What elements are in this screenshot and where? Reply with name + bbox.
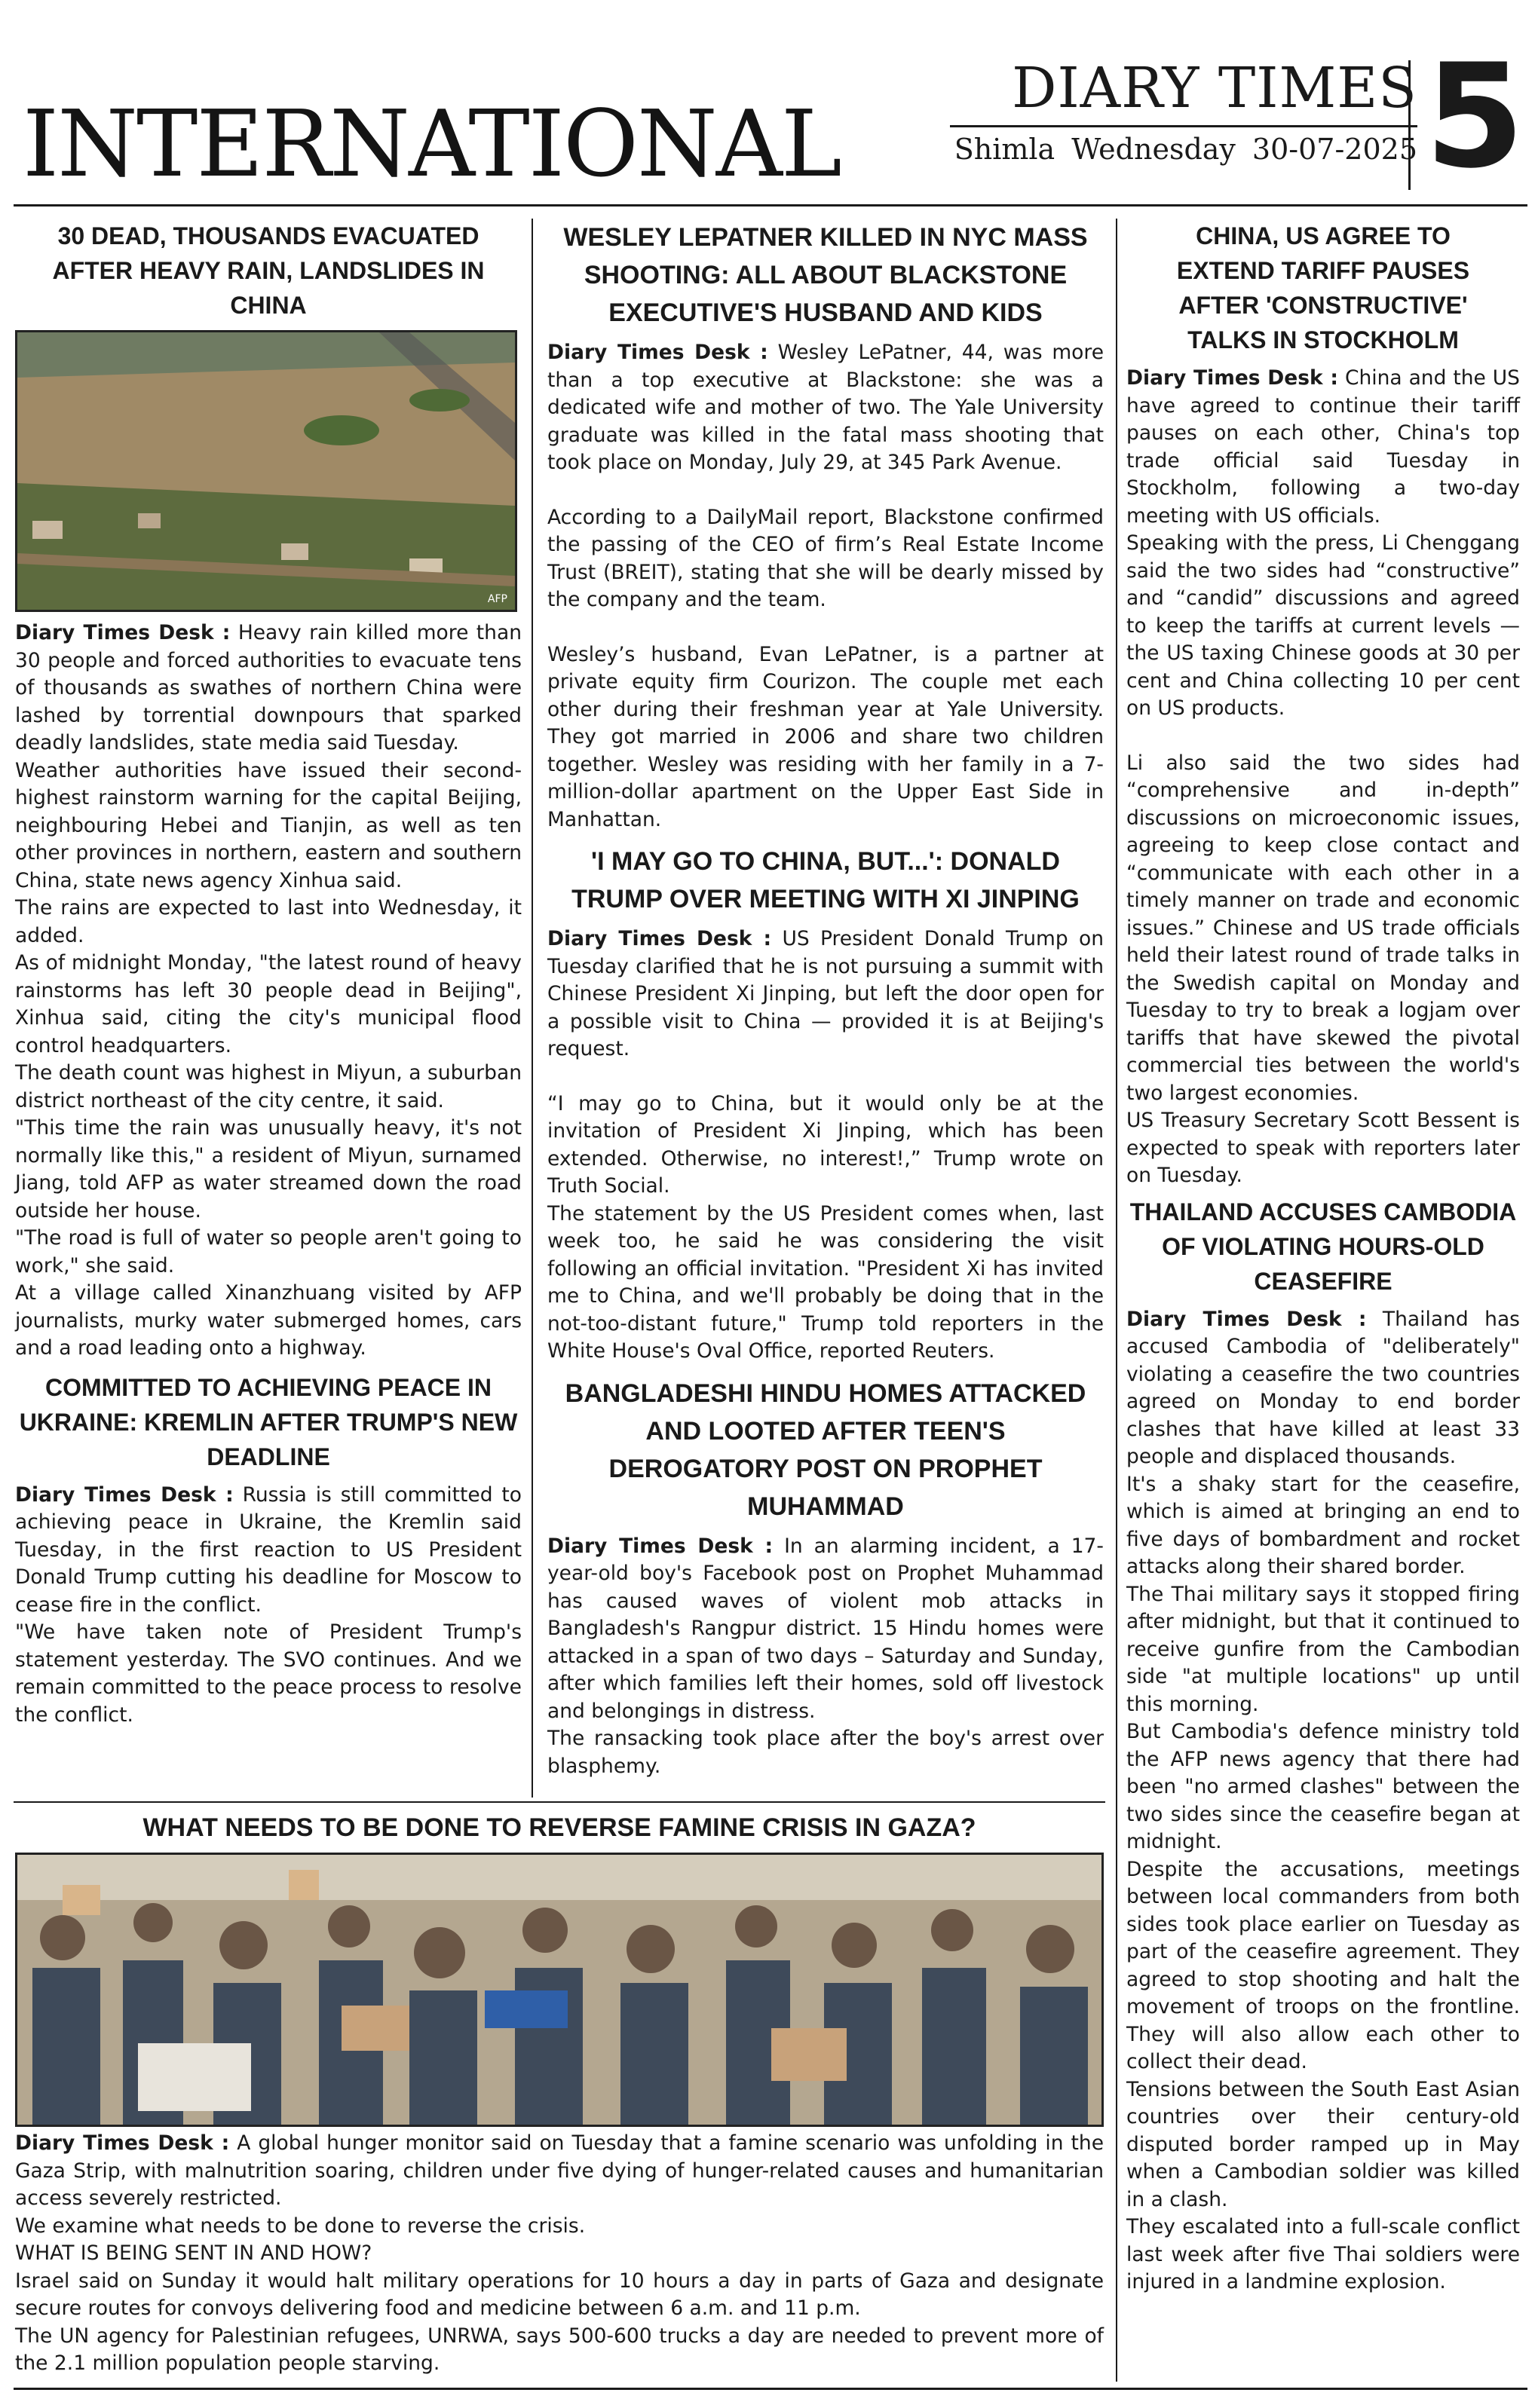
masthead-divider: [1408, 60, 1411, 190]
paragraph: Wesley’s husband, Evan LePatner, is a partner at private equity firm Courizon. The couple met each other during their freshman year at Yale University. They got married in 2006 and share two children together. Wesley was residing with her family in a 7-million-dollar apartment on the Upper East Side in Manhattan.: [547, 642, 1104, 831]
footer-rule: [14, 2388, 1527, 2390]
headline-trump-xi: 'I MAY GO TO CHINA, BUT...': DONALD TRUMP OVER MEETING WITH XI JINPING: [571, 847, 1080, 913]
desk-byline: Diary Times Desk :: [1126, 1307, 1367, 1331]
dateline-date: 30-07-2025: [1252, 133, 1417, 166]
paragraph: Weather authorities have issued their second-highest rainstorm warning for the capital Beijing, neighbouring Hebei and Tianjin, as well as ten other provinces in northern, eastern and southern China, state news agency Xinhua said.: [15, 758, 522, 892]
lead-text: US President Donald Trump on Tuesday clarified that he is not pursuing a summit with Chinese President Xi Jinping, but left the door open for a possible visit to China — provided it is at Beijing's request.: [547, 927, 1104, 1060]
gaza-top-rule: [14, 1801, 1105, 1803]
body-kremlin: [15, 1482, 522, 1730]
body-lepatner: [547, 339, 1104, 834]
desk-byline: Diary Times Desk :: [547, 927, 772, 950]
masthead-rule: [950, 125, 1417, 127]
paragraph: They escalated into a full-scale conflict last week after five Thai soldiers were injured in a landmine explosion.: [1126, 2215, 1520, 2293]
paragraph: The UN agency for Palestinian refugees, UNRWA, says 500-600 trucks a day are needed to prevent more of the 2.1 million population people starving.: [15, 2324, 1104, 2375]
body-thailand: [1126, 1306, 1520, 2296]
paragraph: The death count was highest in Miyun, a suburban district northeast of the city centre, it said.: [15, 1061, 522, 1112]
body-gaza: [15, 2130, 1104, 2378]
article-gaza: [15, 1809, 1104, 2378]
paragraph: US Treasury Secretary Scott Bessent is expected to speak with reporters later on Tuesday.: [1126, 1109, 1520, 1187]
paragraph: According to a DailyMail report, Blackstone confirmed the passing of the CEO of firm’s Real Estate Income Trust (BREIT), stating that she will be dearly missed by the company and the team.: [547, 505, 1104, 611]
lead-text: Thailand has accused Cambodia of "deliberately" violating a ceasefire the two countries agreed on Monday to end border clashes that have killed at least 33 people and displaced thousands.: [1126, 1307, 1520, 1468]
desk-byline: Diary Times Desk :: [1126, 366, 1338, 390]
paragraph: "We have taken note of President Trump's statement yesterday. The SVO continues. And we remain committed to the peace process to resolve the conflict.: [15, 1620, 522, 1727]
headline-tariff: CHINA, US AGREE TO EXTEND TARIFF PAUSES AFTER 'CONSTRUCTIVE' TALKS IN STOCKHOLM: [1176, 222, 1470, 353]
body-bangladesh: [547, 1533, 1104, 1781]
column-divider-right: [1116, 219, 1117, 2382]
paragraph: WHAT IS BEING SENT IN AND HOW?: [15, 2241, 372, 2265]
crowd-image: [17, 1855, 1101, 2125]
headline-lepatner: WESLEY LEPATNER KILLED IN NYC MASS SHOOTING: ALL ABOUT BLACKSTONE EXECUTIVE'S HUSBAND AND KIDS: [563, 223, 1088, 327]
header-rule: [14, 204, 1527, 207]
article-lepatner: [547, 219, 1104, 834]
article-tariff: [1126, 219, 1520, 1190]
article-thailand: [1126, 1195, 1520, 2296]
body-trump-xi: [547, 926, 1104, 1366]
paragraph: Tensions between the South East Asian countries over their century-old disputed border ramped up in May when a Cambodian soldier was killed in a clash.: [1126, 2077, 1520, 2211]
flood-photo: [15, 330, 517, 612]
article-kremlin: [15, 1370, 522, 1730]
photo-credit: AFP: [487, 593, 507, 605]
dateline-city: Shimla: [954, 133, 1055, 166]
desk-byline: Diary Times Desk :: [15, 2131, 230, 2155]
paragraph: Israel said on Sunday it would halt military operations for 10 hours a day in parts of Gaza and designate secure routes for convoys delivering food and medicine between 6 a.m. and 11 p.m.: [15, 2269, 1104, 2320]
column-divider-left: [532, 219, 533, 1798]
desk-byline: Diary Times Desk :: [15, 621, 231, 644]
newspaper-name: DIARY TIMES: [1012, 56, 1417, 121]
body-tariff: [1126, 365, 1520, 1190]
paragraph: Speaking with the press, Li Chenggang said the two sides had “constructive” and “candid” discussions and agreed to keep the tariffs at current levels — the US taxing Chinese goods at 30 per cent and China collecting 10 per cent on US products.: [1126, 531, 1520, 720]
article-bangladesh: [547, 1375, 1104, 1781]
paragraph: "The road is full of water so people aren't going to work," she said.: [15, 1226, 522, 1277]
paragraph: Li also said the two sides had “comprehensive and in-depth” discussions on microeconomic issues, agreeing to keep close contact and “communicate with each other in a timely manner on trade and economic issues.” Chinese and US trade officials held their latest round of trade talks in the Swedish capital on Monday and Tuesday to try to break a logjam over tariffs that have skewed the pivotal commercial ties between the world's two largest economies.: [1126, 751, 1520, 1105]
flood-image: [17, 332, 515, 610]
dateline: [950, 135, 1417, 164]
paragraph: We examine what needs to be done to reverse the crisis.: [15, 2214, 586, 2238]
column-left: [15, 219, 522, 1729]
masthead: [950, 56, 1417, 166]
lead-text: Heavy rain killed more than 30 people and forced authorities to evacuate tens of thousands as swathes of northern China were lashed by torrential downpours that sparked deadly landslides, state media said Tuesday.: [15, 621, 522, 754]
paragraph: "This time the rain was unusually heavy, it's not normally like this," a resident of Miyun, surnamed Jiang, told AFP as water streamed down the road outside her house.: [15, 1116, 522, 1222]
dateline-day: Wednesday: [1071, 133, 1236, 166]
paragraph: The statement by the US President comes when, last week too, he said he was considering the visit following an official invitation. "President Xi has invited me to China, and we'll probably be doing that in the not-too-distant future," Trump told reporters in the White House's Oval Office, reported Reuters.: [547, 1201, 1104, 1363]
gaza-photo: [15, 1853, 1104, 2127]
lead-text: China and the US have agreed to continue their tariff pauses on each other, China's top trade official said Tuesday in Stockholm, following a two-day meeting with US officials.: [1126, 366, 1520, 528]
desk-byline: Diary Times Desk :: [547, 341, 768, 364]
lead-text: Wesley LePatner, 44, was more than a top executive at Blackstone: she was a dedicated wife and mother of two. The Yale University graduate was killed in the fatal mass shooting that took place on Monday, July 29, at 345 Park Avenue.: [547, 341, 1104, 474]
body-china-rain: [15, 620, 522, 1363]
lead-text: Russia is still committed to achieving peace in Ukraine, the Kremlin said Tuesday, in the first reaction to US President Donald Trump cutting his deadline for Moscow to cease fire in the conflict.: [15, 1482, 522, 1617]
paragraph: The rains are expected to last into Wednesday, it added.: [15, 896, 522, 947]
article-trump-xi: [547, 843, 1104, 1366]
headline-kremlin: COMMITTED TO ACHIEVING PEACE IN UKRAINE: KREMLIN AFTER TRUMP'S NEW DEADLINE: [19, 1373, 518, 1470]
paragraph: As of midnight Monday, "the latest round of heavy rainstorms has left 30 people dead in Beijing", Xinhua said, citing the city's municipal flood control headquarters.: [15, 951, 522, 1057]
column-right: [1126, 219, 1520, 2296]
paragraph: But Cambodia's defence ministry told the AFP news agency that there had been "no armed clashes" between the two sides since the ceasefire began at midnight.: [1126, 1720, 1520, 1853]
page-number: 5: [1424, 33, 1525, 200]
column-middle: [547, 219, 1104, 1780]
lead-text: In an alarming incident, a 17-year-old boy's Facebook post on Prophet Muhammad has caused waves of violent mob attacks in Bangladesh's Rangpur district. 15 Hindu homes were attacked in a span of two days – Saturday and Sunday, after which families left their homes, sold off livestock and belongings in distress.: [547, 1534, 1104, 1723]
desk-byline: Diary Times Desk :: [15, 1482, 234, 1507]
headline-gaza: WHAT NEEDS TO BE DONE TO REVERSE FAMINE CRISIS IN GAZA?: [142, 1813, 976, 1842]
section-title: INTERNATIONAL: [23, 90, 841, 197]
paragraph: At a village called Xinanzhuang visited by AFP journalists, murky water submerged homes, cars and a road leading onto a highway.: [15, 1281, 522, 1360]
paragraph: The ransacking took place after the boy's arrest over blasphemy.: [547, 1727, 1104, 1778]
paragraph: The Thai military says it stopped firing after midnight, but that it continued to receive gunfire from the Cambodian side "at multiple locations" up until this morning.: [1126, 1582, 1520, 1716]
headline-thailand: THAILAND ACCUSES CAMBODIA OF VIOLATING HOURS-OLD CEASEFIRE: [1129, 1198, 1517, 1295]
paragraph: It's a shaky start for the ceasefire, which is aimed at bringing an end to five days of bombardment and rocket attacks along their shared border.: [1126, 1472, 1520, 1578]
headline-china-rain: 30 DEAD, THOUSANDS EVACUATED AFTER HEAVY RAIN, LANDSLIDES IN CHINA: [52, 222, 485, 319]
desk-byline: Diary Times Desk :: [547, 1534, 774, 1558]
paragraph: Despite the accusations, meetings between local commanders from both sides took place earlier on Tuesday as part of the ceasefire agreement. They agreed to stop shooting and halt the movement of troops on the frontline. They will also allow each other to collect their dead.: [1126, 1857, 1520, 2073]
lead-text: A global hunger monitor said on Tuesday that a famine scenario was unfolding in the Gaza Strip, with malnutrition soaring, children under five dying of hunger-related causes and humanitarian access severely restricted.: [15, 2131, 1104, 2210]
paragraph: “I may go to China, but it would only be at the invitation of President Xi Jinping, which has been extended. Otherwise, no interest!,” Trump wrote on Truth Social.: [547, 1091, 1104, 1198]
headline-bangladesh: BANGLADESHI HINDU HOMES ATTACKED AND LOOTED AFTER TEEN'S DEROGATORY POST ON PROPHET MUHAMMAD: [565, 1378, 1086, 1521]
article-china-rain: [15, 219, 522, 1363]
